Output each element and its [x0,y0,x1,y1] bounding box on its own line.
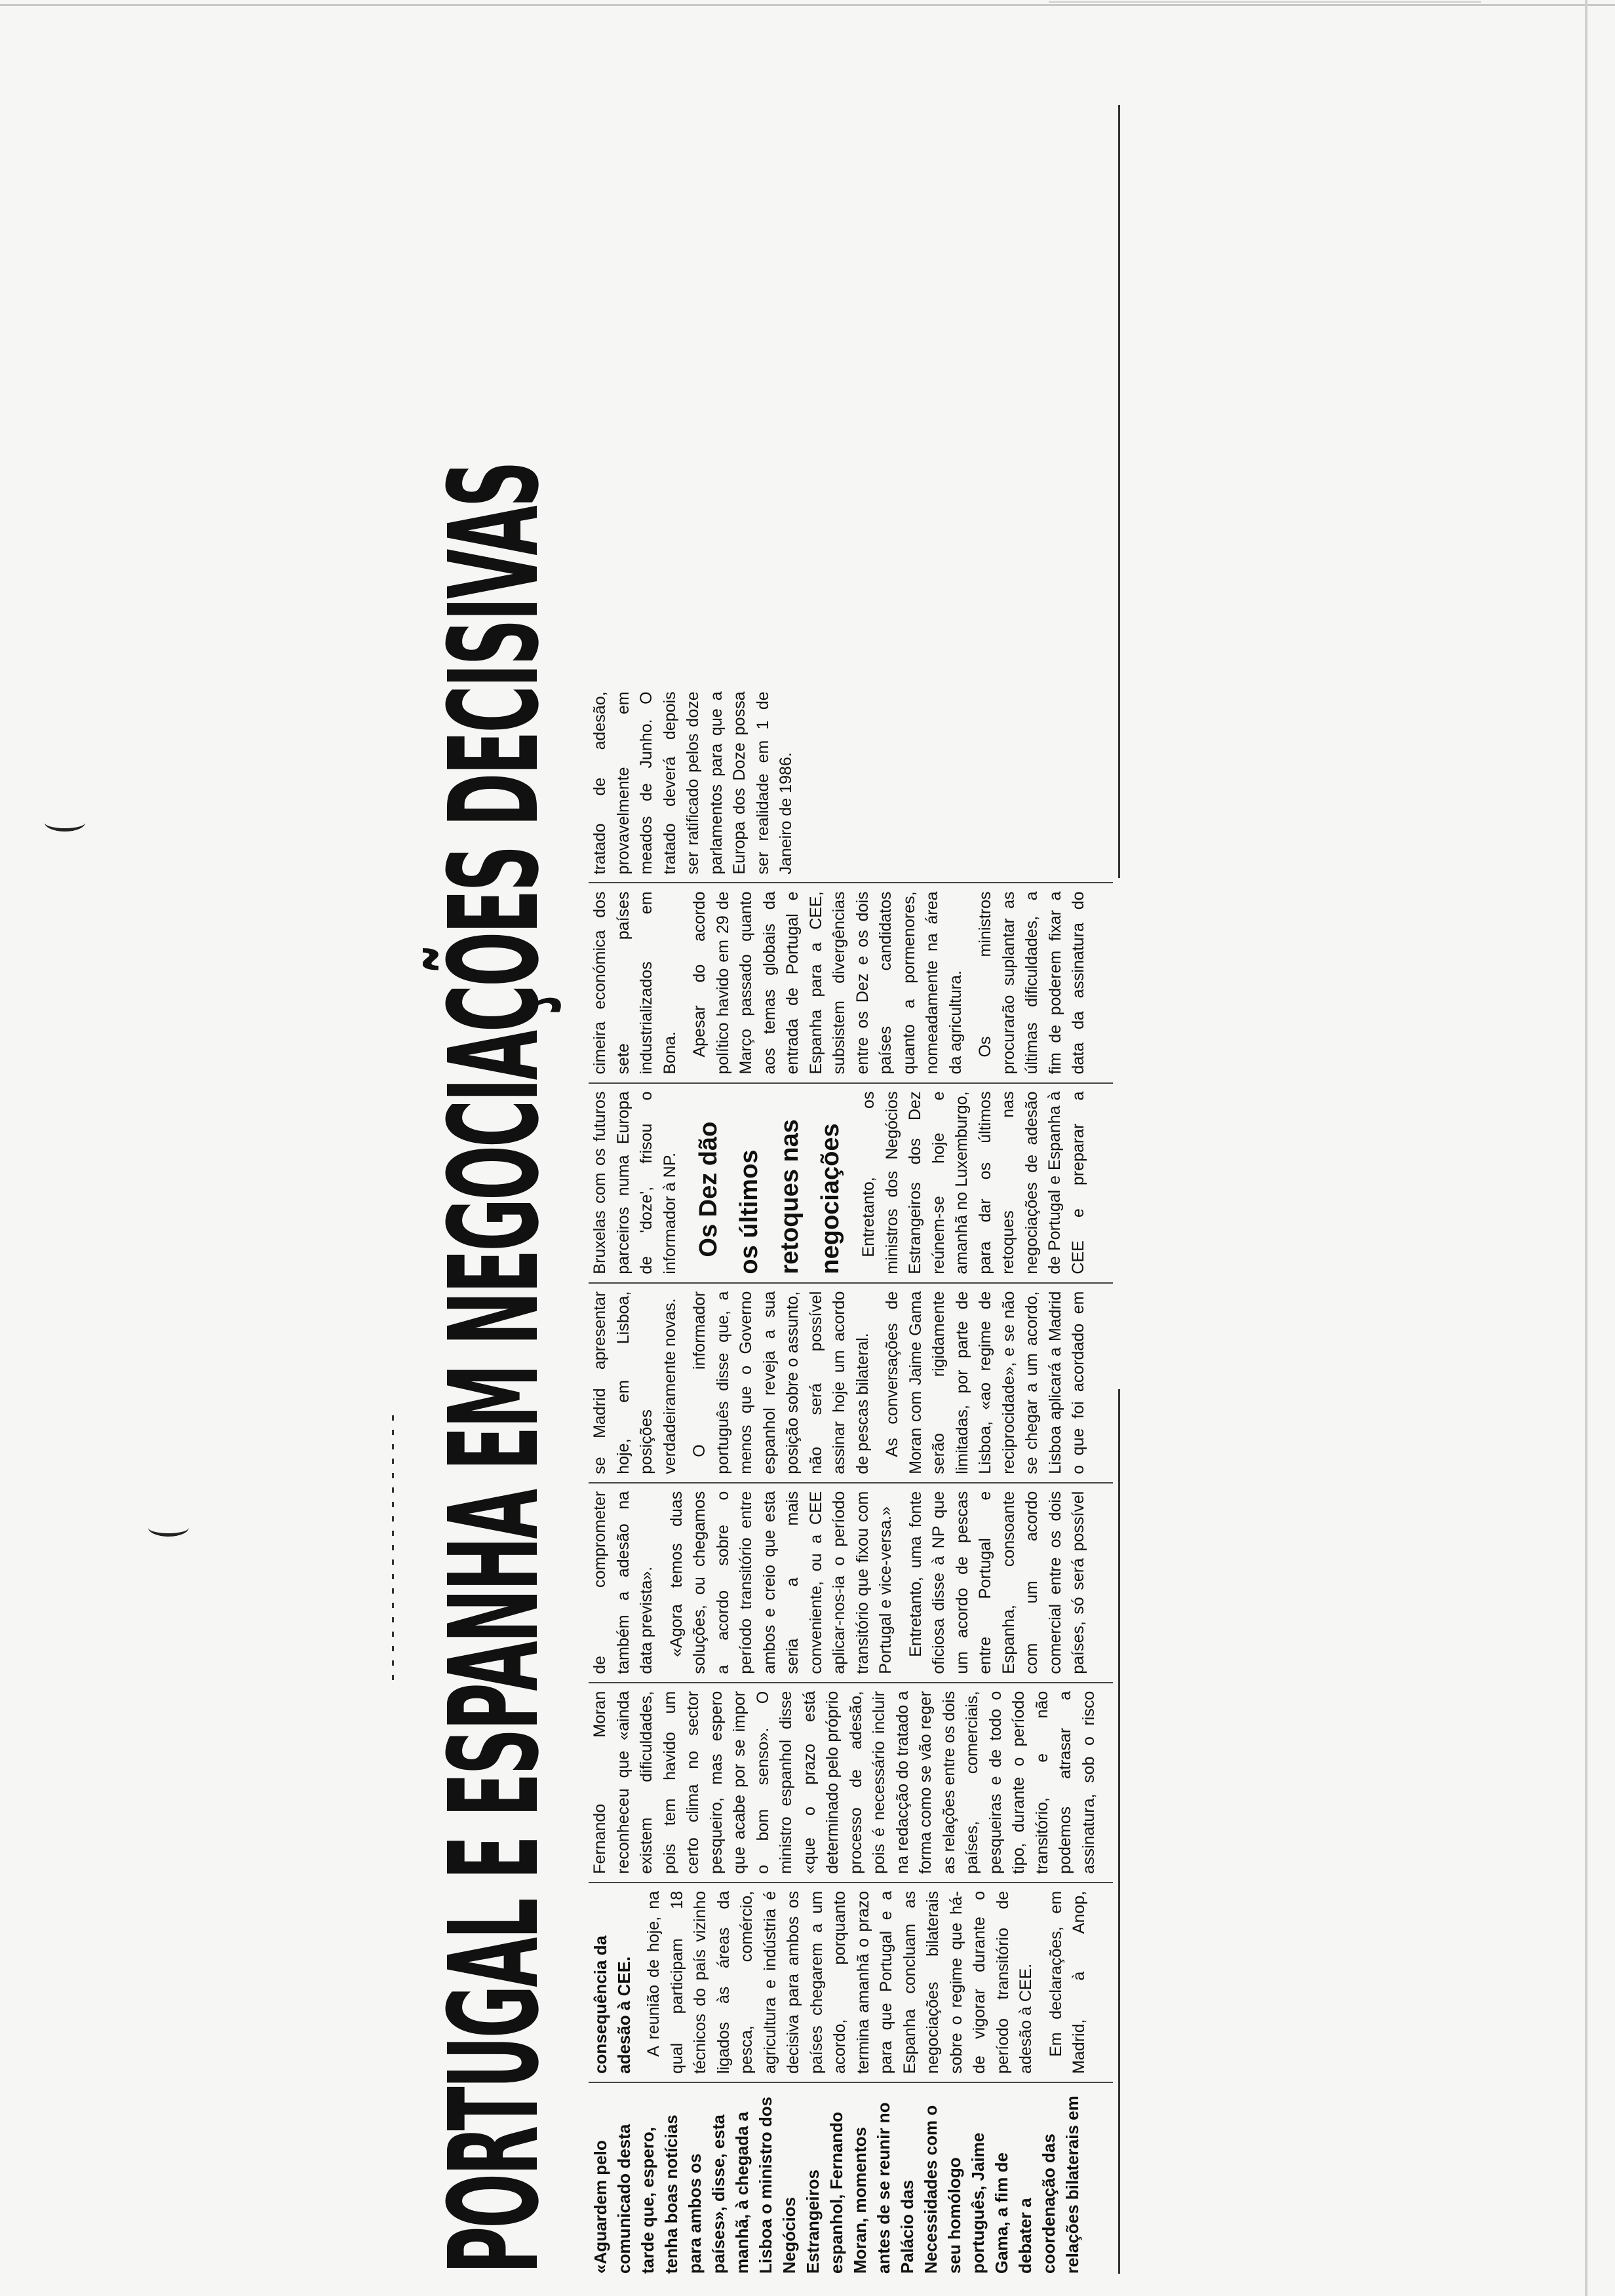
binder-hole-mark [45,814,85,832]
body-paragraph: O informador português disse que, a menos que o Governo espanhol reveja a sua posição sobre o assunto, não será possível assinar hoje um acordo de pescas bilateral. [690,1291,872,1474]
body-paragraph: Em declarações, em Madrid, à Anop, Fernando Moran reconheceu que «ainda existem dificuldades, pois tem havido um certo clima no sector pesqueiro, mas espero que acabe por se impor o bom senso». O ministro espanhol disse «que o prazo está determinado pelo próprio processo de adesão, pois é necessário incluir na redacção do tratado a forma como se vão reger as relações entre os dois países, comerciais, pesqueiras e de todo o tipo, durante o período transitório, e não podemos atrasar a assinatura, sob o risco de comprometer também a adesão na data prevista». [591,1491,1098,2074]
body-paragraph: A reunião de hoje, na qual participam 18 técnicos do país vizinho ligados às áreas da pesca, comércio, agricultura e indústria é decisiva para ambos os países chegarem a um acordo, porquanto termina amanhã o prazo para que Portugal e a Espanha concluam as negociações bilaterais sobre o regime que há-de vigorar durante o período transitório de adesão à CEE. [644,1890,1035,2074]
column-bottom-rule [1118,1389,1120,2274]
body-paragraph: Os ministros procurarão suplantar as últimas dificuldades, a fim de poderem fixar a data da assinatura do tratado de adesão, provavelmente em meados de Junho. O tratado deverá depois ser ratificado pelos doze parlamentos para que a Europa dos Doze possa ser realidade em 1 de Janeiro de 1986. [591,691,1087,1075]
newspaper-clipping [406,79,1127,2293]
headline: PORTUGAL E ESPANHA EM NEGOCIAÇÕES DECISIVAS [423,463,566,2274]
body-paragraph: As conversações de Moran com Jaime Gama serão rigidamente limitadas, por parte de Lisboa, «ao regime de reciprocidade», e se não se chegar a um acordo, Lisboa aplicará a Madrid o que foi acordado em Bruxelas com os futuros parceiros numa Europa de 'doze', frisou o informador à NP. [591,1091,1087,1474]
scan-artifact-line [392,1415,394,1684]
body-paragraph: Apesar do acordo político havido em 29 de Março passado quanto aos temas globais da entrada de Portugal e Espanha para a CEE, subsistem divergências entre os Dez e os dois países candidatos quanto a pormenores, nomeadamente na área da agricultura. [690,891,965,1075]
body-paragraph: «Agora temos duas soluções, ou chegamos a acordo sobre o período transitório entre ambos e creio que esta seria a mais conveniente, ou a CEE aplicar-nos-ia o período transitório que fixou com Portugal e vice-versa.» [667,1491,895,1674]
scan-edge-right [1585,0,1587,2296]
lead-paragraph: «Aguardem pelo comunicado desta tarde que, espero, tenha boas notícias para ambos os países», disse, esta manhã, à chegada a Lisboa o ministro dos Negócios Estrangeiros espanhol, Fernando Moran, momentos antes de se reunir no Palácio das Necessidades com o seu homólogo português, Jaime Gama, a fim de debater a coordenação das relações bilaterais em consequência da adesão à CEE. [591,1935,1082,2274]
scan-edge-top-secondary [1049,1,1481,3]
scan-edge-top [0,4,1615,6]
binder-hole-mark [148,1519,189,1537]
subheading: Os Dez dão os últimos retoques nas negociações [695,1119,844,1274]
article-body [589,92,1113,2274]
article-end-rule [1118,105,1120,878]
body-paragraph: Entretanto, os ministros dos Negócios Estrangeiros dos Dez reúnem-se hoje e amanhã no Luxemburgo, para dar os últimos retoques nas negociações de adesão de Portugal e Espanha à CEE e preparar a cimeira económica dos sete países industrializados em Bona. [591,891,1087,1274]
body-paragraph: Entretanto, uma fonte oficiosa disse à NP que um acordo de pescas entre Portugal e Espanha, consoante com um acordo comercial entre os dois países, só será possível se Madrid apresentar hoje, em Lisboa, posições verdadeiramente novas. [591,1291,1087,1674]
